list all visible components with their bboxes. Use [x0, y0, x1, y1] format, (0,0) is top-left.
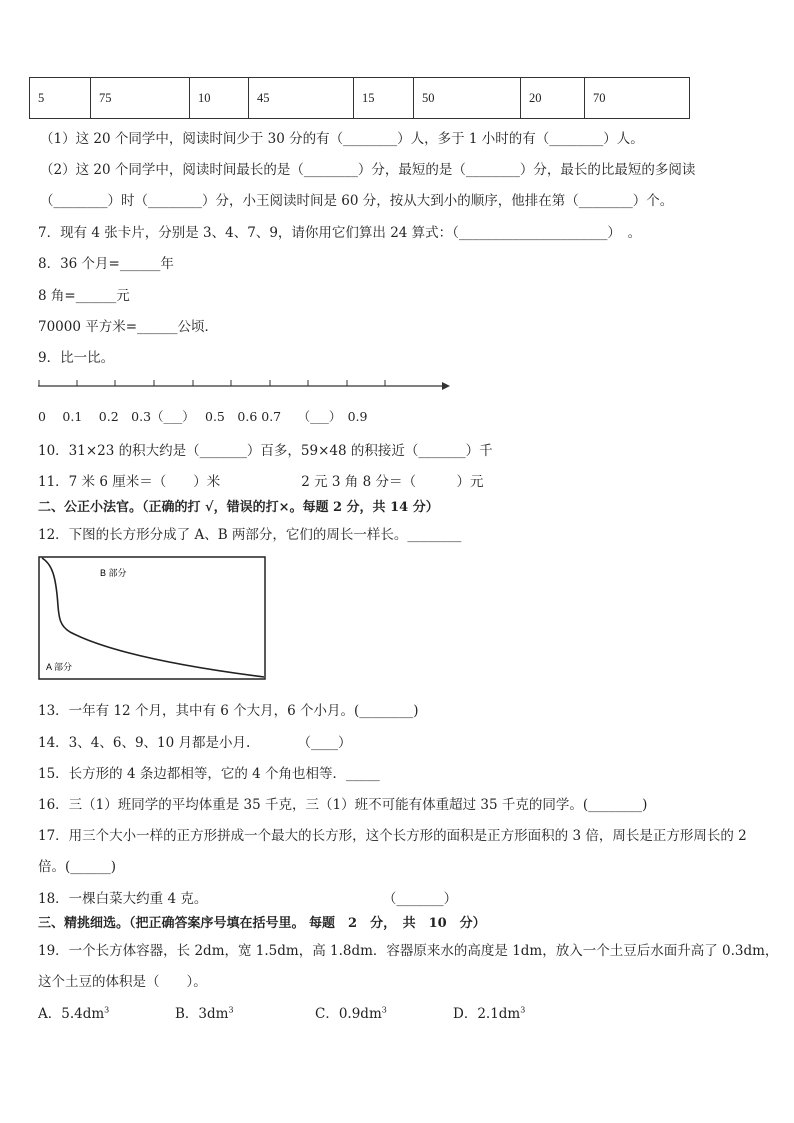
table-row: [30, 78, 690, 119]
label-b-part: B 部分: [100, 568, 127, 578]
question-8-line1: 8．36 个月=______年: [38, 256, 174, 272]
question-16: 16．三（1）班同学的平均体重是 35 千克，三（1）班不可能有体重超过 35 千克的同学。(________): [38, 797, 648, 813]
question-14: 14．3、4、6、9、10 月都是小月. （____）: [38, 735, 352, 751]
number-line: [38, 378, 458, 394]
option-a-label: A．5.4dm: [38, 1006, 105, 1022]
question-8-line2: 8 角=______元: [38, 288, 130, 304]
section-2-heading: 二、公正小法官。（正确的打 √，错误的打×。每题 2 分，共 14 分）: [38, 500, 439, 515]
q6-line2: （2）这 20 个同学中，阅读时间最长的是（________）分，最短的是（________）分，最长的比最短的多阅读: [40, 162, 696, 178]
option-b-label: B．3dm: [175, 1006, 229, 1022]
question-9-title: 9．比一比。: [38, 350, 115, 366]
option-c-label: C．0.9dm: [315, 1006, 382, 1022]
question-19-line1: 19．一个长方体容器，长 2dm，宽 1.5dm，高 1.8dm．容器原来水的高度是 1dm，放入一个土豆后水面升高了 0.3dm，: [38, 943, 779, 959]
table-cell: 5: [30, 78, 91, 119]
question-17-line2: 倍。(______): [38, 859, 117, 875]
q6-line1: （1）这 20 个同学中，阅读时间少于 30 分的有（________）人，多于 1 小时的有（________）人。: [40, 131, 644, 147]
arrow-head-icon: [442, 382, 450, 390]
option-a: [38, 1002, 109, 1022]
option-d: [453, 1002, 525, 1022]
superscript: 3: [104, 1005, 110, 1015]
table-cell: 50: [414, 78, 521, 119]
rectangle-figure: [38, 556, 266, 680]
table-cell: 15: [354, 78, 414, 119]
table-cell: 10: [190, 78, 249, 119]
table-cell: 20: [521, 78, 585, 119]
question-8-line3: 70000 平方米=______公顷．: [38, 319, 219, 335]
question-11: 11．7 米 6 厘米＝（ ）米 2 元 3 角 8 分＝（ ）元: [38, 474, 484, 490]
reading-time-table: [29, 77, 690, 119]
question-17-line1: 17．用三个大小一样的正方形拼成一个最大的长方形，这个长方形的面积是正方形面积的 3 倍，周长是正方形周长的 2: [38, 828, 747, 844]
q6-line3: （________）时（________）分，小王阅读时间是 60 分，按从大到小的顺序，他排在第（________）个。: [40, 193, 674, 209]
option-d-label: D．2.1dm: [453, 1006, 521, 1022]
question-10: 10．31×23 的积大约是（_______）百多，59×48 的积接近（_______）千: [38, 443, 493, 459]
label-a-part: A 部分: [46, 662, 73, 672]
table-cell: 45: [249, 78, 354, 119]
question-18: 18．一棵白菜大约重 4 克。 （_______）: [38, 891, 458, 907]
question-19-line2: 这个土豆的体积是（ ）。: [38, 974, 207, 990]
superscript: 3: [520, 1005, 526, 1015]
option-b: [175, 1002, 234, 1022]
question-15: 15．长方形的 4 条边都相等，它的 4 个角也相等．_____: [38, 766, 380, 782]
number-line-labels: 0 0.1 0.2 0.3（___） 0.5 0.6 0.7 （___） 0.9: [38, 409, 368, 424]
superscript: 3: [228, 1005, 234, 1015]
question-7: 7．现有 4 张卡片，分别是 3、4、7、9，请你用它们算出 24 算式：（______________________） 。: [38, 225, 642, 241]
question-12: 12．下图的长方形分成了 A、B 两部分，它们的周长一样长。________: [38, 527, 462, 543]
question-13: 13．一年有 12 个月，其中有 6 个大月，6 个小月。(________): [38, 703, 419, 719]
section-3-heading: 三、精挑细选。（把正确答案序号填在括号里。 每题 2 分， 共 10 分）: [38, 916, 486, 931]
superscript: 3: [381, 1005, 387, 1015]
option-c: [315, 1002, 387, 1022]
table-cell: 75: [91, 78, 190, 119]
table-cell: 70: [585, 78, 690, 119]
